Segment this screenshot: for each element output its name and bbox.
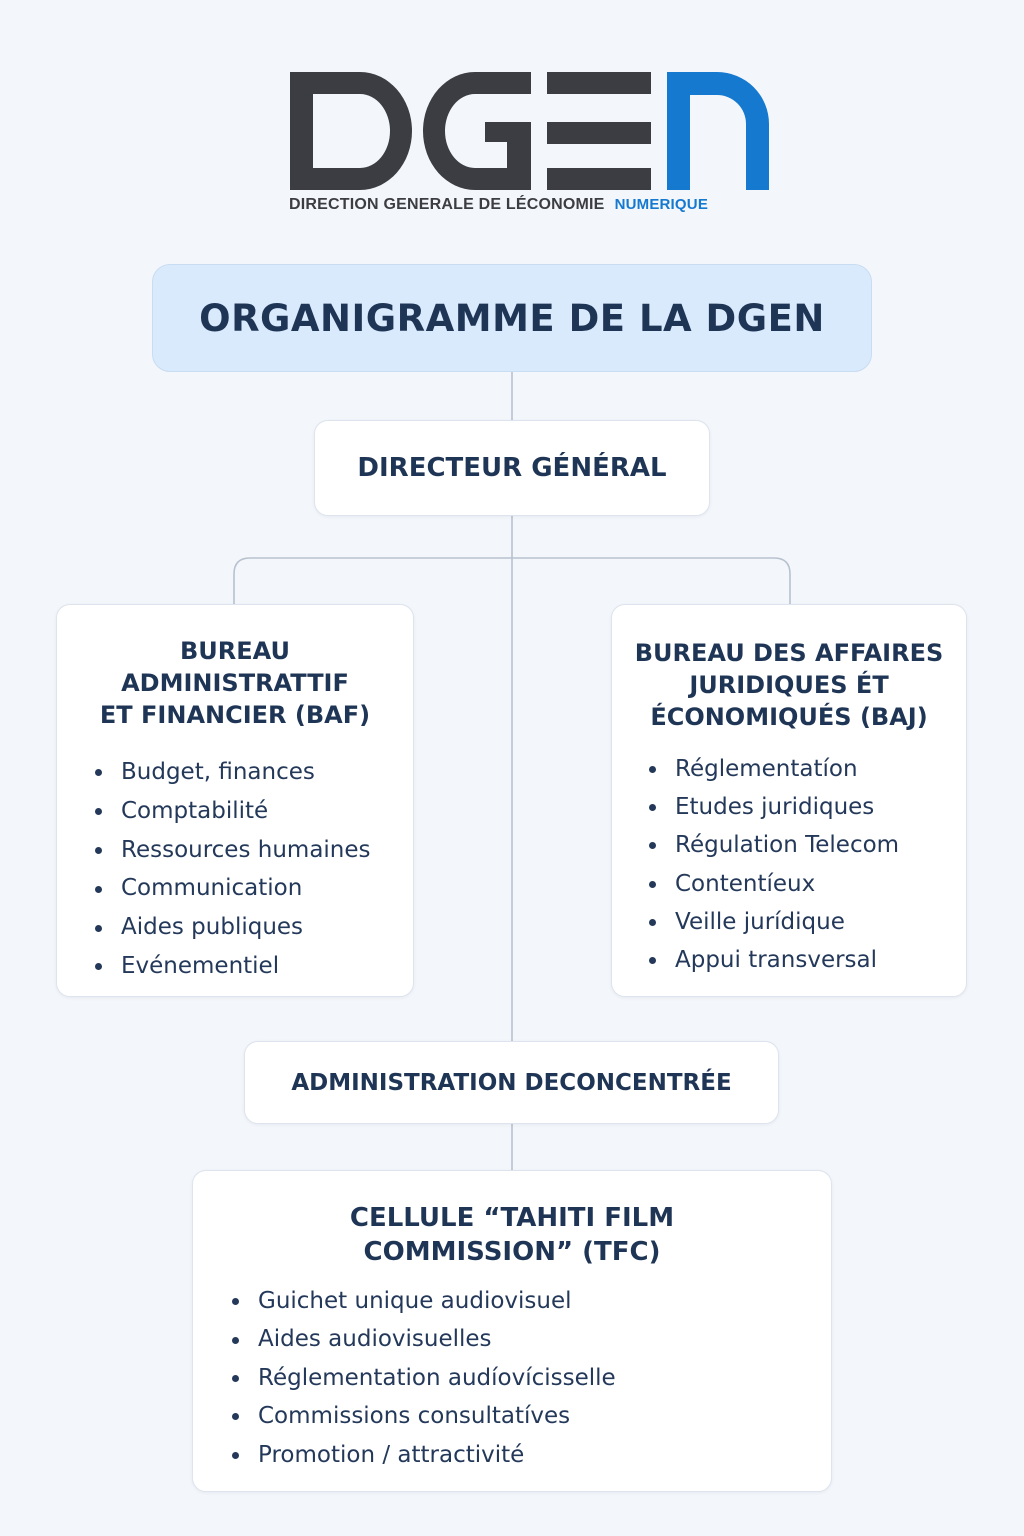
list-item	[95, 947, 371, 986]
list-item	[95, 753, 371, 792]
list-item	[95, 869, 371, 908]
baj-title-line: BUREAU DES AFFAIRES	[634, 639, 944, 667]
bullet-icon	[95, 886, 102, 893]
baj-item-label: Contentíeux	[675, 870, 816, 897]
list-item	[232, 1436, 616, 1474]
baj-title	[612, 637, 966, 733]
baf-item-label: Budget, finances	[121, 759, 315, 785]
logo-letter-n	[667, 72, 769, 190]
bullet-icon	[232, 1375, 239, 1382]
baf-title-line: ADMINISTRATTIF	[121, 669, 349, 697]
list-item	[232, 1320, 616, 1358]
bullet-icon	[649, 842, 656, 849]
list-item	[95, 831, 371, 870]
logo-letter-g	[423, 72, 531, 190]
tfc-item-label: Réglementation audíovícisselle	[258, 1364, 616, 1391]
baj-item-label: Réglementatíon	[675, 756, 858, 782]
tfc-title-line: CELLULE “TAHITI FILM	[349, 1203, 675, 1233]
baf-item-label: Evénementiel	[121, 952, 280, 979]
tfc-item-label: Promotion / attractivité	[258, 1441, 525, 1468]
tfc-duty-list	[232, 1282, 616, 1474]
page-title: ORGANIGRAMME DE LA DGEN	[199, 296, 825, 340]
node-administration-deconcentree	[244, 1041, 779, 1124]
tfc-title-line: COMMISSION” (TFC)	[363, 1237, 661, 1267]
baj-item-label: Etudes juridiques	[675, 794, 875, 821]
list-item	[95, 908, 371, 947]
list-item	[232, 1397, 616, 1435]
baf-item-label: Aides publiques	[121, 914, 304, 941]
tfc-item-label: Guichet unique audiovisuel	[258, 1288, 572, 1314]
baj-item-label: Veille jurídique	[675, 908, 845, 935]
bullet-icon	[95, 808, 102, 815]
list-item	[649, 941, 899, 979]
logo-letter-e	[547, 72, 651, 190]
page-title-box	[152, 264, 872, 372]
bullet-icon	[232, 1298, 239, 1305]
list-item	[649, 750, 899, 788]
list-item	[649, 865, 899, 903]
node-baf	[56, 604, 414, 997]
baj-item-label: Régulation Telecom	[675, 832, 900, 859]
list-item	[232, 1359, 616, 1397]
tfc-title	[193, 1201, 831, 1269]
baj-duty-list	[649, 750, 899, 979]
node-directeur-general	[314, 420, 710, 516]
list-item	[649, 903, 899, 941]
baj-title-line: ÉCONOMIQUÉS (BAJ)	[650, 703, 928, 731]
bullet-icon	[649, 881, 656, 888]
bullet-icon	[649, 957, 656, 964]
list-item	[232, 1282, 616, 1320]
logo-subtitle-accent: NUMERIQUE	[614, 196, 709, 213]
baf-item-label: Ressources humaines	[121, 836, 371, 863]
node-baj	[611, 604, 967, 997]
logo-subtitle	[289, 196, 708, 214]
bullet-icon	[95, 925, 102, 932]
list-item	[649, 788, 899, 826]
baf-duty-list	[95, 753, 371, 986]
connector-branch-baf-baj	[234, 558, 790, 604]
baf-item-label: Comptabilité	[121, 797, 269, 824]
logo-subtitle-text: DIRECTION GENERALE DE LÉCONOMIE	[289, 196, 605, 213]
bullet-icon	[649, 804, 656, 811]
dgen-logo	[285, 68, 775, 218]
bullet-icon	[649, 766, 656, 773]
baf-title-line: BUREAU	[180, 637, 290, 665]
baj-item-label: Appui transversal	[675, 946, 878, 973]
bullet-icon	[95, 847, 102, 854]
bullet-icon	[95, 963, 102, 970]
list-item	[95, 792, 371, 831]
baf-title-line: ET FINANCIER (BAF)	[99, 701, 371, 729]
list-item	[649, 826, 899, 864]
bullet-icon	[232, 1337, 239, 1344]
directeur-general-label: DIRECTEUR GÉNÉRAL	[357, 453, 667, 483]
node-tfc	[192, 1170, 832, 1492]
administration-label: ADMINISTRATION DECONCENTRÉE	[291, 1069, 732, 1096]
bullet-icon	[232, 1413, 239, 1420]
dgen-logo-letters	[285, 68, 775, 194]
bullet-icon	[232, 1452, 239, 1459]
tfc-item-label: Aides audiovisuelles	[258, 1326, 492, 1353]
baf-title	[57, 635, 413, 731]
bullet-icon	[649, 919, 656, 926]
baf-item-label: Communication	[121, 875, 303, 902]
tfc-item-label: Commissions consultatíves	[258, 1403, 571, 1430]
logo-letter-d	[290, 72, 412, 190]
baj-title-line: JURIDIQUES ÉT	[689, 671, 889, 699]
bullet-icon	[95, 769, 102, 776]
